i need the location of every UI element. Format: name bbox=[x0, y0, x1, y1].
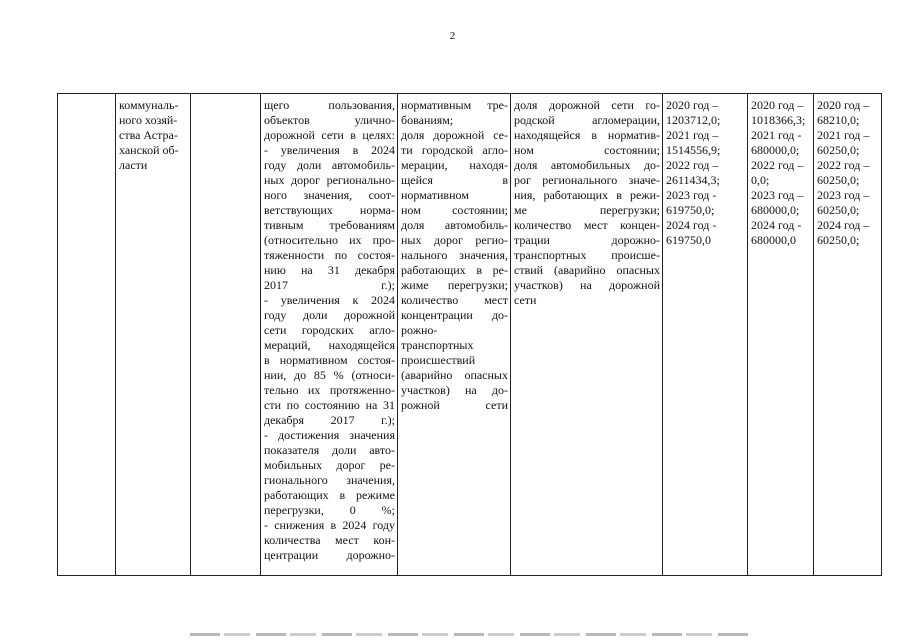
cell-text-line: щейся в нормативном bbox=[401, 173, 508, 202]
cell-goals bbox=[261, 94, 398, 576]
cell-text-line: 2611434,3; bbox=[666, 173, 720, 187]
cell-text-line: ласти bbox=[119, 158, 148, 172]
cell-text-line: концентрации до- bbox=[401, 308, 508, 322]
cell-text-line: - увеличения к 2024 bbox=[264, 293, 395, 307]
cell-text-line: работающих в режиме bbox=[264, 488, 395, 502]
cell-text-line: 60250,0; bbox=[817, 173, 860, 187]
cell-text-line: 680000,0; bbox=[751, 203, 800, 217]
cell-text-line: году доли автомобиль- bbox=[264, 158, 395, 172]
page-number: 2 bbox=[449, 30, 456, 42]
cell-text-line: сети городских агло- bbox=[264, 323, 395, 337]
cell-text-line: 2021 год - bbox=[751, 128, 802, 142]
cell-text-line: 1514556,9; bbox=[666, 143, 721, 157]
cell-text-line: доля автомобильных до- bbox=[514, 158, 660, 172]
cell-text-line: показателя доли авто- bbox=[264, 443, 395, 457]
cell-text-line: бованиям; bbox=[401, 113, 454, 127]
cell-indicators bbox=[398, 94, 511, 576]
cell-text-line: ти городской агло- bbox=[401, 143, 508, 157]
cell-text-line: нормативным тре- bbox=[401, 98, 508, 112]
cell-text-line: количество мест bbox=[401, 293, 508, 307]
cell-text-line: количество мест концен- bbox=[514, 218, 660, 232]
cell-text-line: 2024 год - bbox=[666, 218, 717, 232]
cell-text-line: нию на 31 декабря bbox=[264, 263, 395, 277]
cell-text-line: 2021 год – bbox=[817, 128, 870, 142]
cell-text-line: - увеличения в 2024 bbox=[264, 143, 395, 157]
cell-text-line: (аварийно опасных bbox=[401, 368, 508, 382]
cell-text-line: мерации, находя- bbox=[401, 158, 508, 172]
cell-empty-2 bbox=[191, 94, 261, 576]
cell-text-line: в нормативном состоя- bbox=[264, 353, 395, 367]
cell-organization bbox=[116, 94, 191, 576]
cell-empty-1 bbox=[58, 94, 116, 576]
cell-text-line: 2022 год – bbox=[666, 158, 719, 172]
cell-text-line: 60250,0; bbox=[817, 143, 860, 157]
cell-text-line: сти по состоянию на 31 bbox=[264, 398, 395, 412]
cell-text-line: 680000,0 bbox=[751, 233, 796, 247]
cell-text-line: ных дорог регионально- bbox=[264, 173, 395, 187]
cell-indicators-detail bbox=[511, 94, 663, 576]
cell-funding-total bbox=[663, 94, 748, 576]
cell-text-line: 68210,0; bbox=[817, 113, 860, 127]
cell-text-line: 2020 год – bbox=[817, 98, 870, 112]
cell-text-line: 2023 год - bbox=[666, 188, 717, 202]
cell-text-line: 60250,0; bbox=[817, 203, 860, 217]
cell-text-line: работающих в ре- bbox=[401, 263, 508, 277]
cell-text-line: происшествий bbox=[401, 353, 476, 367]
cell-text-line: рог регионального значе- bbox=[514, 173, 660, 187]
cell-text-line: ных дорог регио- bbox=[401, 233, 508, 247]
cell-text-line: 680000,0; bbox=[751, 143, 800, 157]
cell-text-line: доля дорожной сети го- bbox=[514, 98, 660, 112]
cell-text-line: ном состоянии; bbox=[514, 143, 660, 157]
cell-text-line: 2024 год - bbox=[751, 218, 802, 232]
cell-text-line: 2017 г.); bbox=[264, 278, 395, 292]
cell-text-line: 2023 год – bbox=[751, 188, 804, 202]
cell-text-line: 619750,0 bbox=[666, 233, 711, 247]
cell-text-line: доля дорожной се- bbox=[401, 128, 508, 142]
cell-text-line: 619750,0; bbox=[666, 203, 715, 217]
cell-text-line: тельно их протяженно- bbox=[264, 383, 395, 397]
cell-text-line: 2023 год – bbox=[817, 188, 870, 202]
cell-text-line: 2021 год – bbox=[666, 128, 719, 142]
cell-text-line: участков) на до- bbox=[401, 383, 508, 397]
cell-text-line: 1018366,3; bbox=[751, 113, 806, 127]
cell-text-line: транспортных происше- bbox=[514, 248, 660, 262]
cell-text-line: находящейся в норматив- bbox=[514, 128, 660, 142]
cell-text-line: перегрузки, 0 %; bbox=[264, 503, 395, 517]
cell-text-line: щего пользования, bbox=[264, 98, 395, 112]
cell-text-line: дорожной сети в целях: bbox=[264, 128, 395, 142]
cell-text-line: жиме перегрузки; bbox=[401, 278, 508, 292]
cell-text-line: родской агломерации, bbox=[514, 113, 660, 127]
cell-text-line: ствий (аварийно опасных bbox=[514, 263, 660, 277]
cell-text-line: участков) на дорожной bbox=[514, 278, 660, 292]
cell-text-line: 2022 год – bbox=[751, 158, 804, 172]
cell-text-line: ханской об- bbox=[119, 143, 179, 157]
scan-artifact-rule bbox=[190, 633, 750, 636]
cell-text-line: 1203712,0; bbox=[666, 113, 721, 127]
cell-text-line: (относительно их про- bbox=[264, 233, 395, 247]
cell-text-line: рожной сети bbox=[401, 398, 508, 412]
cell-text-line: ном состоянии; bbox=[401, 203, 508, 217]
cell-text-line: тивным требованиям bbox=[264, 218, 395, 232]
cell-text-line: трации дорожно- bbox=[514, 233, 660, 247]
cell-text-line: рожно- bbox=[401, 323, 438, 337]
cell-text-line: 0,0; bbox=[751, 173, 770, 187]
cell-text-line: центрации дорожно- bbox=[264, 548, 395, 562]
cell-text-line: 2020 год – bbox=[666, 98, 719, 112]
cell-text-line: - снижения в 2024 году bbox=[264, 518, 395, 532]
cell-text-line: ния, работающих в режи- bbox=[514, 188, 660, 202]
data-table bbox=[57, 93, 882, 576]
table-row bbox=[58, 94, 882, 576]
cell-text-line: 2022 год – bbox=[817, 158, 870, 172]
cell-text-line: 60250,0; bbox=[817, 233, 860, 247]
cell-text-line: ного хозяй- bbox=[119, 113, 178, 127]
cell-text-line: сети bbox=[514, 293, 537, 307]
cell-text-line: коммуналь- bbox=[119, 98, 179, 112]
cell-text-line: 2024 год – bbox=[817, 218, 870, 232]
cell-text-line: количества мест кон- bbox=[264, 533, 395, 547]
cell-text-line: объектов улично- bbox=[264, 113, 395, 127]
cell-text-line: году доли дорожной bbox=[264, 308, 395, 322]
cell-text-line: мераций, находящейся bbox=[264, 338, 395, 352]
cell-funding-regional bbox=[814, 94, 882, 576]
cell-text-line: - достижения значения bbox=[264, 428, 395, 442]
cell-text-line: 2020 год – bbox=[751, 98, 804, 112]
cell-text-line: декабря 2017 г.); bbox=[264, 413, 395, 427]
cell-text-line: мобильных дорог ре- bbox=[264, 458, 395, 472]
cell-funding-federal bbox=[748, 94, 814, 576]
cell-text-line: доля автомобиль- bbox=[401, 218, 508, 232]
cell-text-line: тяженности по состоя- bbox=[264, 248, 395, 262]
cell-text-line: ме перегрузки; bbox=[514, 203, 660, 217]
cell-text-line: ветствующих норма- bbox=[264, 203, 395, 217]
cell-text-line: ства Астра- bbox=[119, 128, 178, 142]
cell-text-line: нального значения, bbox=[401, 248, 508, 262]
cell-text-line: нии, до 85 % (относи- bbox=[264, 368, 395, 382]
cell-text-line: ного значения, соот- bbox=[264, 188, 395, 202]
cell-text-line: транспортных bbox=[401, 338, 474, 352]
cell-text-line: гионального значения, bbox=[264, 473, 395, 487]
